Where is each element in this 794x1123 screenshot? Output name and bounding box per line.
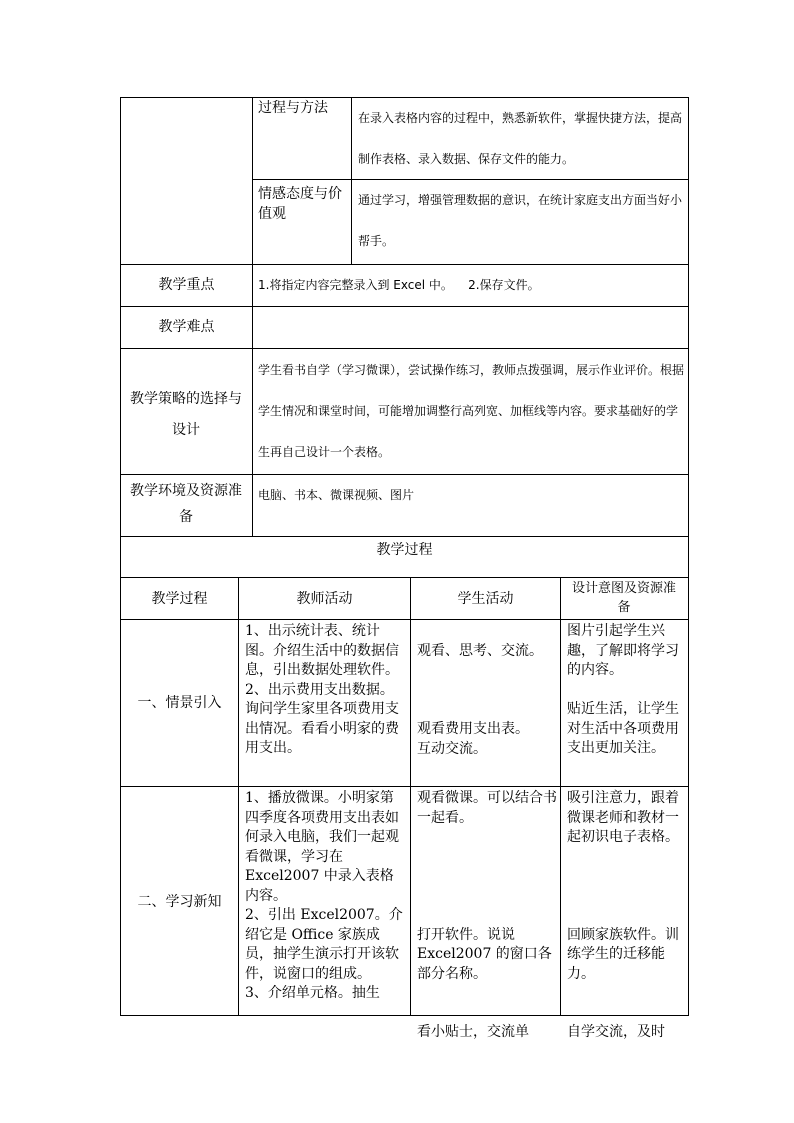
teacher-activity-cell: 1、播放微课。小明家第四季度各项费用支出表如何录入电脑，我们一起观看微课，学习在 Excel2007 中录入表格内容。 2、引出 Excel2007。介绍它是 Office 家族成员，抽学生演示打开该软件，说窗口的组成。 3、介绍单元格。抽生 <box>245 790 403 1001</box>
design-intent-cell: 吸引注意力，跟着微课老师和教材一起初识电子表格。 回顾家族软件。训练学生的迁移能力。 自学交流，及时 <box>567 790 679 1040</box>
column-divider <box>560 577 561 1016</box>
attitude-values-label: 情感态度与价值观 <box>258 186 342 222</box>
process-method-label: 过程与方法 <box>258 100 328 116</box>
column-divider <box>410 577 411 1016</box>
table-border-right <box>688 97 689 1016</box>
stage-cell: 二、学习新知 <box>137 894 222 910</box>
table-border-bottom <box>120 1015 689 1016</box>
row-divider <box>120 306 689 307</box>
attitude-values-text: 通过学习，增强管理数据的意识，在统计家庭支出方面当好小帮手。 <box>358 193 683 248</box>
column-divider <box>351 97 352 265</box>
header-intent: 设计意图及资源准备 <box>571 581 676 615</box>
environment-text: 电脑、书本、微课视频、图片 <box>258 488 415 502</box>
row-divider <box>120 577 689 578</box>
header-stage: 教学过程 <box>151 591 208 607</box>
key-points-label: 教学重点 <box>158 277 215 293</box>
row-divider <box>120 348 689 349</box>
key-points-text: 1.将指定内容完整录入到 Excel 中。 2.保存文件。 <box>258 278 540 292</box>
strategy-label: 教学策略的选择与设计 <box>130 391 242 438</box>
column-divider <box>238 577 239 1016</box>
student-activity-cell: 观看、思考、交流。 观看费用支出表。 互动交流。 <box>417 643 543 757</box>
column-divider <box>252 97 253 537</box>
stage-cell: 一、情景引入 <box>137 695 222 711</box>
teacher-activity-cell: 1、出示统计表、统计图。介绍生活中的数据信息，引出数据处理软件。 2、出示费用支出数据。询问学生家里各项费用支出情况。看看小明家的费用支出。 <box>245 623 399 756</box>
row-divider <box>120 786 689 787</box>
row-divider <box>120 536 689 537</box>
strategy-text: 学生看书自学（学习微课），尝试操作练习，教师点拨强调，展示作业评价。根据学生情况和课堂时间，可能增加调整行高列宽、加框线等内容。要求基础好的学生再自己设计一个表格。 <box>258 363 685 459</box>
design-intent-cell: 图片引起学生兴趣，了解即将学习的内容。 贴近生活，让学生对生活中各项费用支出更加关注。 <box>567 623 679 756</box>
header-student: 学生活动 <box>457 591 514 607</box>
process-title: 教学过程 <box>376 542 433 558</box>
row-divider <box>120 619 689 620</box>
environment-label: 教学环境及资源准备 <box>130 483 242 525</box>
difficulties-label: 教学难点 <box>158 319 215 335</box>
student-activity-cell: 观看微课。可以结合书一起看。 打开软件。说说 Excel2007 的窗口各部分名称。 看小贴士，交流单 <box>417 790 557 1040</box>
header-teacher: 教师活动 <box>296 591 353 607</box>
process-method-text: 在录入表格内容的过程中，熟悉新软件，掌握快捷方法，提高制作表格、录入数据、保存文件的能力。 <box>358 111 683 166</box>
